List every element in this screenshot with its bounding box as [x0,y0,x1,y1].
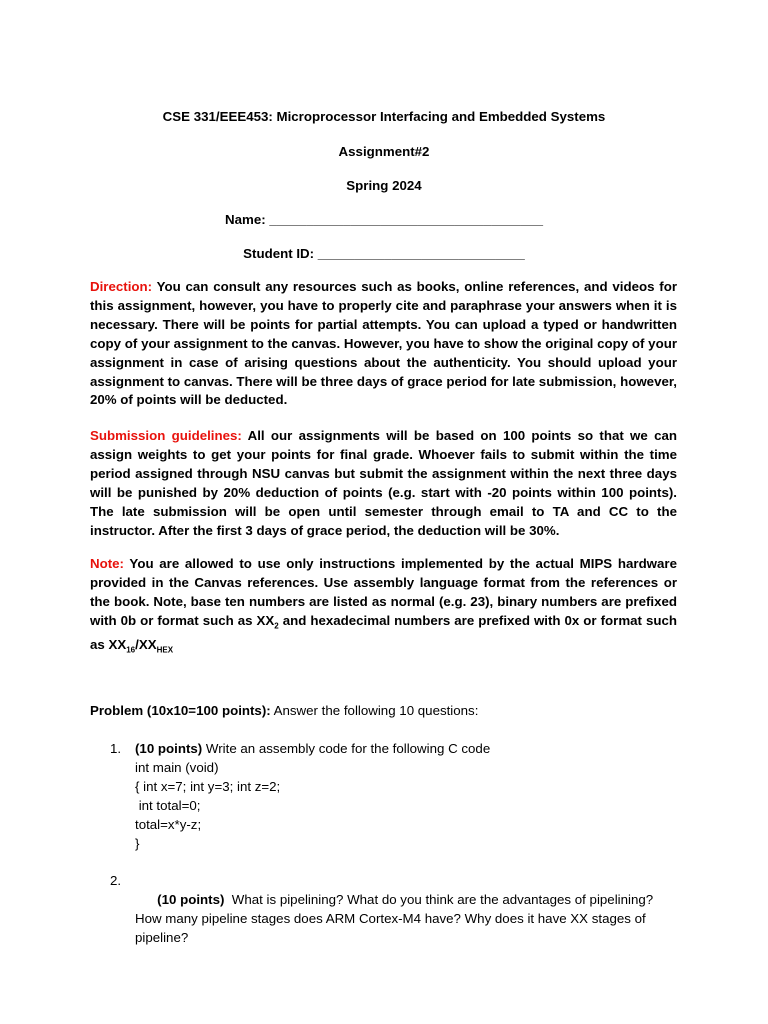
assignment-number: Assignment#2 [338,144,430,159]
course-title: CSE 331/EEE453: Microprocessor Interfacing and Embedded Systems [162,109,606,124]
question-number: 1. [110,741,122,756]
code-line: int main (void) [135,759,219,775]
question-points: (10 points) [157,891,225,907]
problem-text: Answer the following 10 questions: [270,703,479,718]
code-line: total=x*y-z; [135,816,202,832]
note-paragraph [90,555,677,661]
question-text: What is pipelining? What do you think are the advantages of pipelining? How many pipeline stages does ARM Cortex-M4 have? Why does it have XX stages of pipeline? [135,891,657,945]
submission-paragraph [90,427,677,540]
question-text: Write an assembly code for the following C code [202,741,491,756]
note-sub-16: 16 [126,645,136,655]
direction-paragraph [90,278,677,410]
note-sub-2: 2 [274,621,279,631]
code-line: { int x=7; int y=3; int z=2; [135,778,281,794]
term: Spring 2024 [346,178,422,193]
note-label: Note: [90,556,124,571]
submission-label: Submission guidelines: [90,428,242,443]
name-field: Name: _____________________________________ [225,212,543,227]
code-line: } [135,835,140,851]
note-text-b: and hexadecimal numbers are prefixed with 0x or format such as XX [90,612,677,653]
note-text-a: You are allowed to use only instructions implemented by the actual MIPS hardware provided in the Canvas references. Use assembly language format from the references or the book. Note, base ten numbers are listed as normal (e.g. 23), binary numbers are prefixed with 0b or format such as XX [90,556,677,628]
question-number: 2. [110,873,122,888]
direction-text: You can consult any resources such as books, online references, and videos for this assignment, however, you have to properly cite and paraphrase your answers when it is necessary. There will be points for partial attempts. You can upload a typed or handwritten copy of your assignment to the canvas. However, you have to show the original copy of your assignment in case of arising questions about the authenticity. You should upload your assignment to canvas. There will be three days of grace period for late submission, however, 20% of points will be deducted. [90,279,677,408]
student-id-field: Student ID: ____________________________ [243,246,525,261]
problem-label: Problem (10x10=100 points): [90,703,271,718]
code-line: int total=0; [135,797,201,813]
submission-text: All our assignments will be based on 100 points so that we can assign weights to get your points for final grade. Whoever fails to submit within the time period assigned through NSU canvas but submit the assignment within the next three days will be punished by 20% deduction of points (e.g. start with -20 points within 100 points). The late submission will be open until semester through email to TA and CC to the instructor. After the first 3 days of grace period, the deduction will be 30%. [90,428,677,538]
note-sub-hex: HEX [156,645,174,655]
note-text-c: /XX [135,637,157,653]
problem-heading [90,703,478,718]
question-points: (10 points) [135,741,203,756]
direction-label: Direction: [90,279,153,294]
